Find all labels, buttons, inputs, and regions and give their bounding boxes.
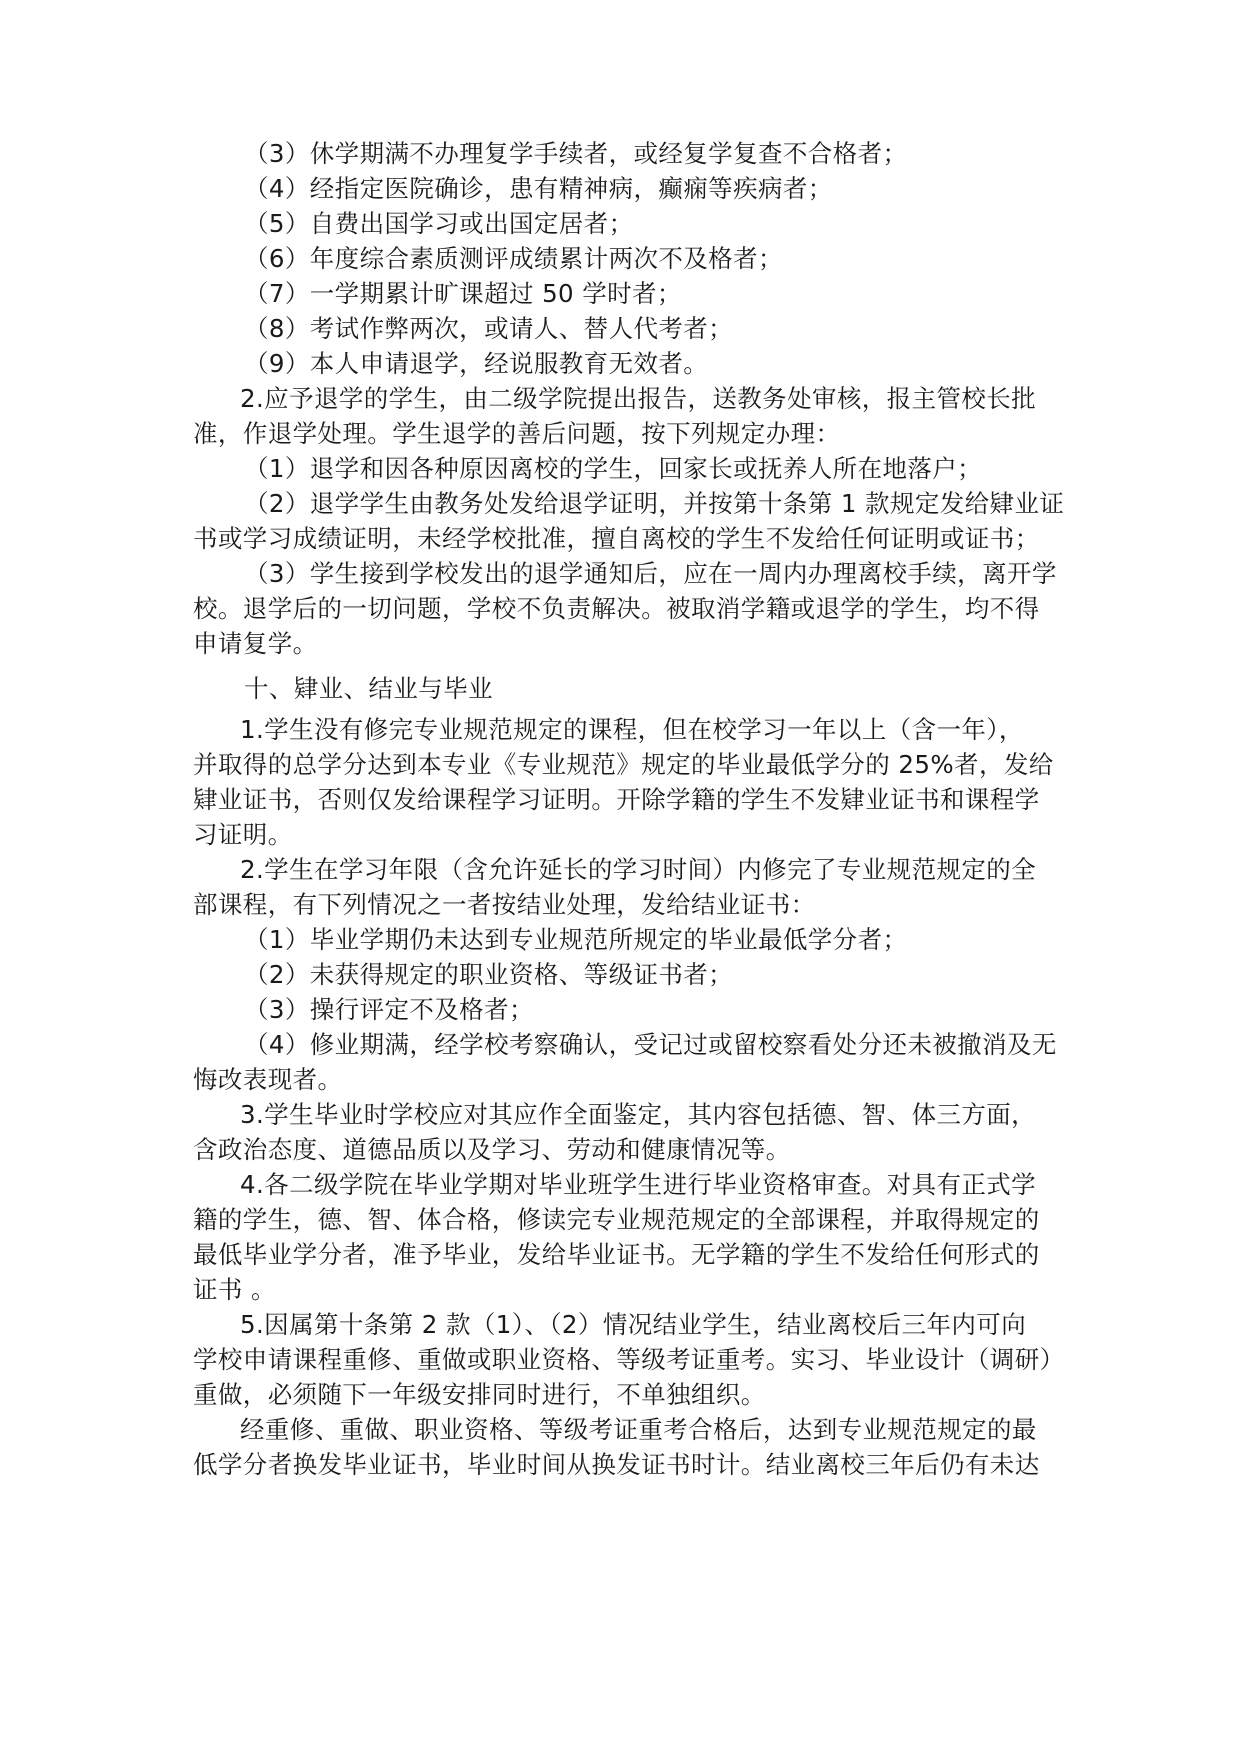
text-line: 准，作退学处理。学生退学的善后问题，按下列规定办理：: [193, 419, 841, 448]
text-line: （4）经指定医院确诊，患有精神病，癫痫等疾病者；: [244, 174, 833, 203]
text-line: 2.学生在学习年限（含允许延长的学习时间）内修完了专业规范规定的全: [240, 855, 1037, 884]
text-line: 含政治态度、道德品质以及学习、劳动和健康情况等。: [193, 1135, 791, 1164]
text-line: 书或学习成绩证明，未经学校批准，擅自离校的学生不发给任何证明或证书；: [193, 524, 1040, 553]
text-line: 并取得的总学分达到本专业《专业规范》规定的毕业最低学分的 25%者，发给: [193, 750, 1054, 779]
text-line: 经重修、重做、职业资格、等级考证重考合格后，达到专业规范规定的最: [240, 1415, 1037, 1444]
text-line: 5.因属第十条第 2 款（1）、（2）情况结业学生，结业离校后三年内可向: [240, 1310, 1027, 1339]
text-line: 籍的学生，德、智、体合格，修读完专业规范规定的全部课程，并取得规定的: [193, 1205, 1040, 1234]
text-line: 申请复学。: [193, 629, 318, 658]
text-line: 部课程，有下列情况之一者按结业处理，发给结业证书：: [193, 890, 816, 919]
text-line: 肄业证书，否则仅发给课程学习证明。开除学籍的学生不发肄业证书和课程学: [193, 785, 1040, 814]
text-line: （5）自费出国学习或出国定居者；: [244, 209, 634, 238]
text-line: 学校申请课程重修、重做或职业资格、等级考证重考。实习、毕业设计（调研）: [193, 1345, 1065, 1374]
text-line: 悔改表现者。: [193, 1065, 343, 1094]
text-line: （6）年度综合素质测评成绩累计两次不及格者；: [244, 244, 783, 273]
text-line: 4.各二级学院在毕业学期对毕业班学生进行毕业资格审查。对具有正式学: [240, 1170, 1037, 1199]
section-heading: 十、肄业、结业与毕业: [244, 674, 493, 703]
text-line: （9）本人申请退学，经说服教育无效者。: [244, 349, 709, 378]
text-line: （8）考试作弊两次，或请人、替人代考者；: [244, 314, 734, 343]
text-line: 习证明。: [193, 820, 293, 849]
text-line: 低学分者换发毕业证书，毕业时间从换发证书时计。结业离校三年后仍有未达: [193, 1450, 1040, 1479]
text-line: （3）操行评定不及格者；: [244, 995, 534, 1024]
text-line: （3）学生接到学校发出的退学通知后，应在一周内办理离校手续，离开学: [244, 559, 1057, 588]
text-line: （2）未获得规定的职业资格、等级证书者；: [244, 960, 734, 989]
text-line: （2）退学学生由教务处发给退学证明，并按第十条第 1 款规定发给肄业证: [244, 489, 1065, 518]
text-line: 3.学生毕业时学校应对其应作全面鉴定，其内容包括德、智、体三方面，: [240, 1100, 1037, 1129]
text-line: 最低毕业学分者，准予毕业，发给毕业证书。无学籍的学生不发给任何形式的: [193, 1240, 1040, 1269]
text-line: （1）毕业学期仍未达到专业规范所规定的毕业最低学分者；: [244, 925, 908, 954]
text-line: （4）修业期满，经学校考察确认，受记过或留校察看处分还未被撤消及无: [244, 1030, 1057, 1059]
text-line: 重做，必须随下一年级安排同时进行，不单独组织。: [193, 1380, 766, 1409]
text-line: （1）退学和因各种原因离校的学生，回家长或抚养人所在地落户；: [244, 454, 983, 483]
text-line: 校。退学后的一切问题，学校不负责解决。被取消学籍或退学的学生，均不得: [193, 594, 1040, 623]
text-line: （7）一学期累计旷课超过 50 学时者；: [244, 279, 682, 308]
text-line: （3）休学期满不办理复学手续者，或经复学复查不合格者；: [244, 139, 908, 168]
text-line: 2.应予退学的学生，由二级学院提出报告，送教务处审核，报主管校长批: [240, 384, 1037, 413]
text-line: 证书 。: [193, 1275, 276, 1304]
text-line: 1.学生没有修完专业规范规定的课程，但在校学习一年以上（含一年），: [240, 715, 1024, 744]
